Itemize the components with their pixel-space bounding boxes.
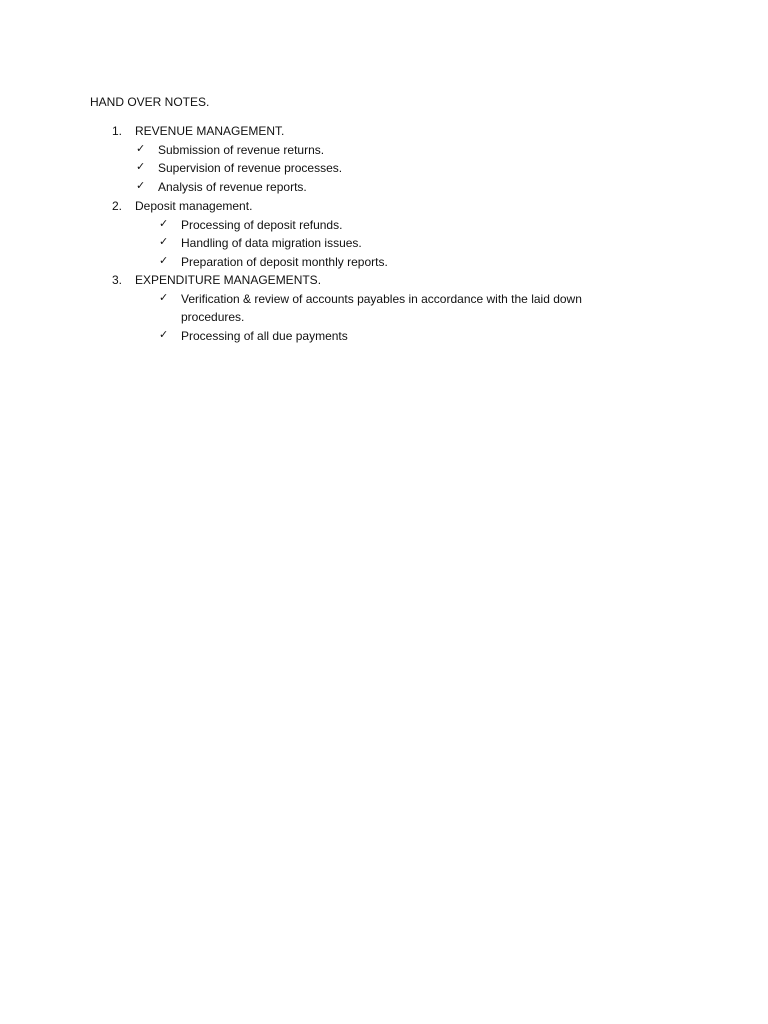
list-item-text: Analysis of revenue reports. — [158, 180, 307, 195]
list-item — [0, 290, 768, 327]
checkmark-icon: ✓ — [159, 328, 169, 342]
checkmark-icon: ✓ — [136, 141, 146, 155]
list-item — [0, 234, 768, 253]
list-item — [0, 159, 768, 178]
section-expenditure-managements — [0, 271, 768, 346]
section-title: Deposit management. — [135, 199, 253, 213]
section-number: 2. — [112, 199, 123, 213]
section-title: EXPENDITURE MANAGEMENTS. — [135, 273, 322, 287]
list-item — [0, 327, 768, 346]
list-item-text: Handling of data migration issues. — [181, 236, 362, 251]
checkmark-icon: ✓ — [136, 179, 146, 193]
section-number: 1. — [112, 124, 123, 138]
list-item-text: Verification & review of accounts payables in accordance with the laid down procedures. — [181, 291, 582, 325]
section-heading — [0, 122, 768, 141]
document-title: HAND OVER NOTES. — [90, 95, 210, 109]
checkmark-icon: ✓ — [159, 254, 169, 268]
list-item — [0, 141, 768, 160]
list-item — [0, 216, 768, 235]
list-item — [0, 178, 768, 197]
section-heading — [0, 271, 768, 290]
list-item-text: Supervision of revenue processes. — [158, 161, 343, 176]
checkmark-icon: ✓ — [159, 290, 169, 304]
list-item-text: Preparation of deposit monthly reports. — [181, 255, 388, 270]
list-item — [0, 253, 768, 272]
list-item-text: Processing of deposit refunds. — [181, 217, 343, 232]
list-item-text: Submission of revenue returns. — [158, 142, 325, 157]
list-item-text: Processing of all due payments — [181, 329, 348, 344]
checkmark-icon: ✓ — [136, 160, 146, 174]
section-number: 3. — [112, 273, 123, 287]
section-deposit-management — [0, 197, 768, 272]
checkmark-icon: ✓ — [159, 216, 169, 230]
section-title: REVENUE MANAGEMENT. — [135, 124, 285, 138]
section-heading — [0, 197, 768, 216]
section-revenue-management — [0, 122, 768, 197]
checkmark-icon: ✓ — [159, 235, 169, 249]
